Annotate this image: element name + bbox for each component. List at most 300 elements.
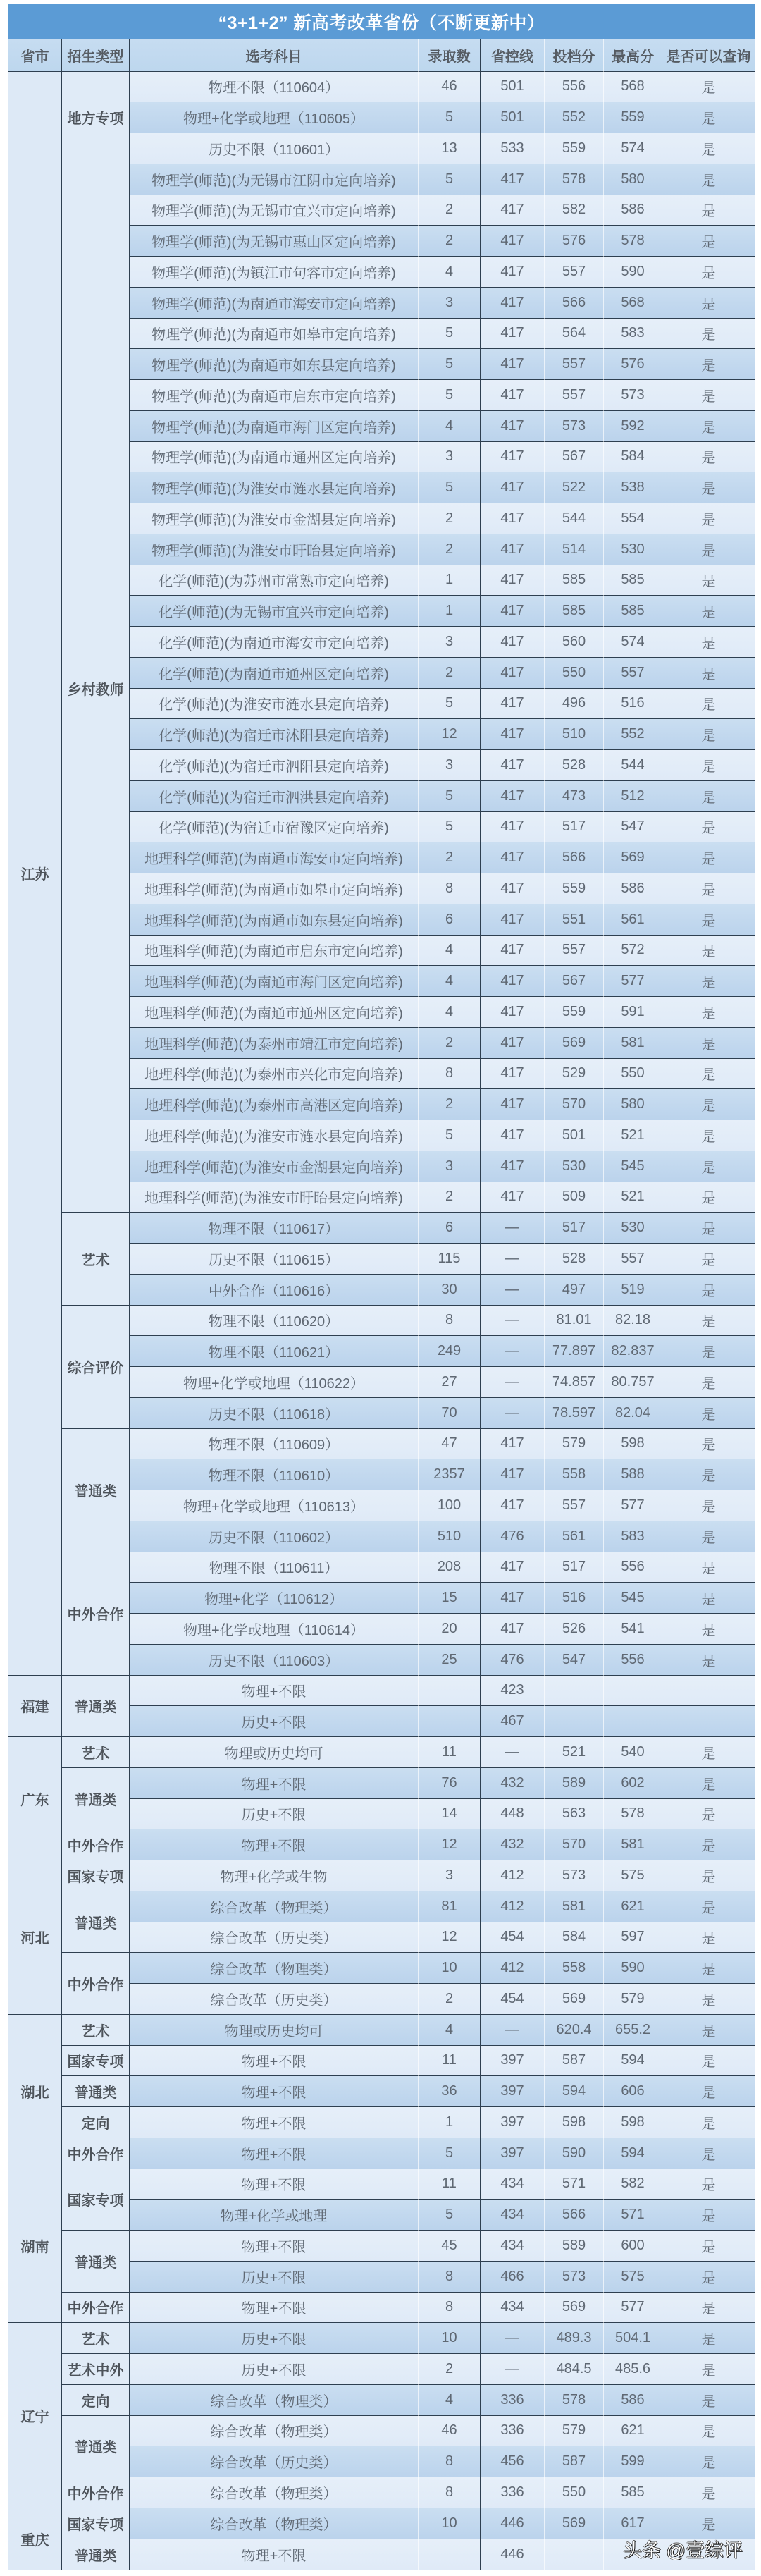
admitted-count-cell: 11 [419, 2046, 481, 2077]
queryable-cell: 是 [662, 2169, 755, 2200]
max-score-cell: 82.04 [604, 1398, 662, 1429]
filing-score-cell: 585 [545, 565, 604, 596]
admitted-count-cell: 6 [419, 1213, 481, 1244]
queryable-cell: 是 [662, 1398, 755, 1429]
admitted-count-cell: 10 [419, 1953, 481, 1984]
max-score-cell: 586 [604, 2385, 662, 2416]
queryable-cell: 是 [662, 1768, 755, 1799]
province-cell: 广东 [8, 1737, 62, 1860]
max-score-cell: 556 [604, 1645, 662, 1676]
queryable-cell: 是 [662, 411, 755, 442]
control-line-cell: 417 [481, 781, 545, 812]
control-line-cell: 417 [481, 1552, 545, 1583]
subject-cell: 历史+不限 [130, 2323, 419, 2354]
queryable-cell: 是 [662, 2354, 755, 2385]
max-score-cell: 580 [604, 164, 662, 195]
filing-score-cell: 552 [545, 102, 604, 133]
subject-cell: 历史不限（110603） [130, 1645, 419, 1676]
filing-score-cell: 522 [545, 472, 604, 503]
control-line-cell: 417 [481, 1089, 545, 1120]
max-score-cell: 617 [604, 2508, 662, 2539]
filing-score-cell: 581 [545, 1891, 604, 1922]
queryable-cell: 是 [662, 1984, 755, 2015]
admitted-count-cell: 1 [419, 2107, 481, 2138]
subject-cell: 物理不限（110609） [130, 1429, 419, 1460]
admitted-count-cell: 27 [419, 1367, 481, 1398]
queryable-cell: 是 [662, 565, 755, 596]
queryable-cell: 是 [662, 689, 755, 720]
subject-cell: 物理学(师范)(为南通市通州区定向培养) [130, 442, 419, 473]
max-score-cell: 556 [604, 1552, 662, 1583]
filing-score-cell: 567 [545, 966, 604, 997]
max-score-cell: 521 [604, 1120, 662, 1151]
control-line-cell: 501 [481, 102, 545, 133]
admitted-count-cell: 1 [419, 596, 481, 627]
control-line-cell: 417 [481, 411, 545, 442]
max-score-cell: 572 [604, 936, 662, 967]
enroll-type-cell: 普通类 [62, 1676, 130, 1738]
admitted-count-cell: 5 [419, 102, 481, 133]
subject-cell: 物理+不限 [130, 2169, 419, 2200]
queryable-cell: 是 [662, 534, 755, 565]
enroll-type-cell: 国家专项 [62, 2046, 130, 2077]
subject-cell: 物理学(师范)(为无锡市江阴市定向培养) [130, 164, 419, 195]
control-line-cell: 417 [481, 226, 545, 257]
subject-cell: 物理学(师范)(为南通市如皋市定向培养) [130, 319, 419, 350]
max-score-cell: 578 [604, 1799, 662, 1830]
queryable-cell: 是 [662, 288, 755, 319]
control-line-cell: 417 [481, 1614, 545, 1645]
subject-cell: 化学(师范)(为南通市海安市定向培养) [130, 627, 419, 658]
filing-score-cell: 559 [545, 997, 604, 1028]
control-line-cell: 417 [481, 349, 545, 380]
max-score-cell: 577 [604, 966, 662, 997]
filing-score-cell: 550 [545, 2477, 604, 2508]
enroll-type-cell: 定向 [62, 2385, 130, 2416]
queryable-cell: 是 [662, 658, 755, 689]
queryable-cell: 是 [662, 349, 755, 380]
province-cell: 河北 [8, 1860, 62, 2015]
subject-cell: 综合改革（物理类） [130, 2385, 419, 2416]
max-score-cell: 545 [604, 1151, 662, 1182]
control-line-cell: 446 [481, 2508, 545, 2539]
queryable-cell: 是 [662, 102, 755, 133]
enroll-type-cell: 艺术 [62, 1213, 130, 1305]
subject-cell: 综合改革（物理类） [130, 1953, 419, 1984]
subject-cell: 地理科学(师范)(为南通市如皋市定向培养) [130, 873, 419, 904]
filing-score-cell: 74.857 [545, 1367, 604, 1398]
queryable-cell: 是 [662, 2076, 755, 2107]
subject-cell: 地理科学(师范)(为南通市通州区定向培养) [130, 997, 419, 1028]
subject-cell: 历史不限（110601） [130, 133, 419, 164]
admitted-count-cell: 30 [419, 1275, 481, 1306]
admitted-count-cell: 4 [419, 966, 481, 997]
column-header-enroll-type: 招生类型 [62, 39, 130, 72]
subject-cell: 物理+不限 [130, 2231, 419, 2262]
filing-score-cell: 521 [545, 1737, 604, 1768]
admitted-count-cell: 14 [419, 1799, 481, 1830]
enroll-type-cell: 普通类 [62, 1768, 130, 1830]
filing-score-cell: 77.897 [545, 1336, 604, 1367]
control-line-cell: 434 [481, 2200, 545, 2231]
filing-score-cell: 569 [545, 1984, 604, 2015]
max-score-cell: 577 [604, 2293, 662, 2324]
admitted-count-cell [419, 1706, 481, 1737]
subject-cell: 物理学(师范)(为南通市启东市定向培养) [130, 380, 419, 411]
subject-cell: 地理科学(师范)(为泰州市兴化市定向培养) [130, 1059, 419, 1090]
subject-cell: 化学(师范)(为苏州市常熟市定向培养) [130, 565, 419, 596]
queryable-cell: 是 [662, 997, 755, 1028]
subject-cell: 化学(师范)(为宿迁市泗阳县定向培养) [130, 750, 419, 781]
enroll-type-cell: 中外合作 [62, 1552, 130, 1676]
control-line-cell: 397 [481, 2107, 545, 2138]
admitted-count-cell: 8 [419, 873, 481, 904]
queryable-cell: 是 [662, 380, 755, 411]
admitted-count-cell: 8 [419, 1059, 481, 1090]
queryable-cell: 是 [662, 2262, 755, 2293]
filing-score-cell: 570 [545, 1829, 604, 1860]
admitted-count-cell: 10 [419, 2323, 481, 2354]
control-line-cell: 412 [481, 1860, 545, 1891]
filing-score-cell: 589 [545, 2231, 604, 2262]
subject-cell: 物理学(师范)(为南通市如东县定向培养) [130, 349, 419, 380]
control-line-cell: 417 [481, 472, 545, 503]
max-score-cell: 606 [604, 2076, 662, 2107]
admitted-count-cell: 12 [419, 1829, 481, 1860]
admitted-count-cell: 15 [419, 1583, 481, 1614]
control-line-cell: — [481, 1275, 545, 1306]
subject-cell: 物理+不限 [130, 2076, 419, 2107]
max-score-cell: 590 [604, 257, 662, 288]
max-score-cell: 541 [604, 1614, 662, 1645]
admitted-count-cell: 2 [419, 195, 481, 226]
subject-cell: 历史不限（110615） [130, 1244, 419, 1275]
admitted-count-cell: 8 [419, 1306, 481, 1337]
max-score-cell: 591 [604, 997, 662, 1028]
admitted-count-cell: 208 [419, 1552, 481, 1583]
admitted-count-cell: 81 [419, 1891, 481, 1922]
admitted-count-cell: 5 [419, 1120, 481, 1151]
filing-score-cell: 530 [545, 1151, 604, 1182]
filing-score-cell: 557 [545, 936, 604, 967]
subject-cell: 物理+不限 [130, 2293, 419, 2324]
max-score-cell: 592 [604, 411, 662, 442]
admitted-count-cell: 5 [419, 2200, 481, 2231]
control-line-cell: — [481, 1737, 545, 1768]
max-score-cell: 485.6 [604, 2354, 662, 2385]
max-score-cell: 521 [604, 1182, 662, 1213]
control-line-cell: 417 [481, 873, 545, 904]
filing-score-cell: 557 [545, 257, 604, 288]
control-line-cell: 417 [481, 842, 545, 873]
max-score-cell: 594 [604, 2138, 662, 2169]
max-score-cell: 580 [604, 1089, 662, 1120]
queryable-cell: 是 [662, 1429, 755, 1460]
filing-score-cell: 551 [545, 904, 604, 936]
queryable-cell: 是 [662, 1922, 755, 1954]
control-line-cell: 417 [481, 1459, 545, 1490]
control-line-cell: 417 [481, 164, 545, 195]
queryable-cell: 是 [662, 1336, 755, 1367]
admitted-count-cell [419, 1676, 481, 1707]
queryable-cell: 是 [662, 1459, 755, 1490]
filing-score-cell: 564 [545, 319, 604, 350]
max-score-cell: 571 [604, 2200, 662, 2231]
max-score-cell: 512 [604, 781, 662, 812]
filing-score-cell: 569 [545, 2508, 604, 2539]
queryable-cell: 是 [662, 1028, 755, 1059]
max-score-cell: 621 [604, 2416, 662, 2447]
province-cell: 辽宁 [8, 2323, 62, 2508]
enroll-type-cell: 国家专项 [62, 2169, 130, 2231]
control-line-cell: 417 [481, 1059, 545, 1090]
queryable-cell: 是 [662, 966, 755, 997]
filing-score-cell: 570 [545, 1089, 604, 1120]
control-line-cell: 467 [481, 1706, 545, 1737]
queryable-cell: 是 [662, 1953, 755, 1984]
subject-cell: 物理不限（110617） [130, 1213, 419, 1244]
filing-score-cell [545, 2539, 604, 2570]
control-line-cell: 397 [481, 2046, 545, 2077]
queryable-cell: 是 [662, 2015, 755, 2046]
queryable-cell [662, 1706, 755, 1737]
subject-cell: 物理+不限 [130, 1829, 419, 1860]
enroll-type-cell: 普通类 [62, 2231, 130, 2293]
subject-cell: 历史+不限 [130, 1706, 419, 1737]
control-line-cell: 448 [481, 1799, 545, 1830]
subject-cell: 物理学(师范)(为无锡市宜兴市定向培养) [130, 195, 419, 226]
subject-cell: 物理+化学或地理（110614） [130, 1614, 419, 1645]
control-line-cell: 417 [481, 596, 545, 627]
subject-cell: 化学(师范)(为无锡市宜兴市定向培养) [130, 596, 419, 627]
queryable-cell: 是 [662, 719, 755, 750]
max-score-cell: 561 [604, 904, 662, 936]
control-line-cell: 397 [481, 2138, 545, 2169]
enroll-type-cell: 普通类 [62, 2076, 130, 2107]
admitted-count-cell: 3 [419, 1151, 481, 1182]
enroll-type-cell: 中外合作 [62, 1829, 130, 1860]
max-score-cell: 574 [604, 627, 662, 658]
control-line-cell: 417 [481, 442, 545, 473]
control-line-cell: 417 [481, 1429, 545, 1460]
control-line-cell: 412 [481, 1891, 545, 1922]
control-line-cell: 434 [481, 2293, 545, 2324]
max-score-cell: 557 [604, 1244, 662, 1275]
queryable-cell: 是 [662, 2477, 755, 2508]
enroll-type-cell: 地方专项 [62, 72, 130, 164]
queryable-cell: 是 [662, 936, 755, 967]
queryable-cell: 是 [662, 2508, 755, 2539]
filing-score-cell: 557 [545, 1490, 604, 1521]
filing-score-cell: 489.3 [545, 2323, 604, 2354]
max-score-cell: 547 [604, 812, 662, 843]
enroll-type-cell: 中外合作 [62, 2293, 130, 2324]
admitted-count-cell: 4 [419, 411, 481, 442]
filing-score-cell: 578 [545, 164, 604, 195]
subject-cell: 物理学(师范)(为南通市海安市定向培养) [130, 288, 419, 319]
subject-cell: 综合改革（物理类） [130, 2477, 419, 2508]
enroll-type-cell: 普通类 [62, 2539, 130, 2570]
max-score-cell: 598 [604, 2107, 662, 2138]
queryable-cell: 是 [662, 1244, 755, 1275]
max-score-cell: 598 [604, 1429, 662, 1460]
max-score-cell: 82.18 [604, 1306, 662, 1337]
queryable-cell: 是 [662, 164, 755, 195]
filing-score-cell: 510 [545, 719, 604, 750]
subject-cell: 地理科学(师范)(为南通市海门区定向培养) [130, 966, 419, 997]
admitted-count-cell: 2 [419, 503, 481, 534]
filing-score-cell: 558 [545, 1953, 604, 1984]
admitted-count-cell: 115 [419, 1244, 481, 1275]
admitted-count-cell: 4 [419, 2015, 481, 2046]
subject-cell: 物理不限（110621） [130, 1336, 419, 1367]
queryable-cell: 是 [662, 1059, 755, 1090]
filing-score-cell: 561 [545, 1521, 604, 1552]
subject-cell: 物理学(师范)(为南通市海门区定向培养) [130, 411, 419, 442]
subject-cell: 化学(师范)(为南通市通州区定向培养) [130, 658, 419, 689]
queryable-cell: 是 [662, 1151, 755, 1182]
control-line-cell: — [481, 2323, 545, 2354]
control-line-cell: 417 [481, 565, 545, 596]
filing-score-cell: 585 [545, 596, 604, 627]
admitted-count-cell: 3 [419, 1860, 481, 1891]
queryable-cell: 是 [662, 781, 755, 812]
max-score-cell: 577 [604, 1490, 662, 1521]
filing-score-cell: 544 [545, 503, 604, 534]
filing-score-cell: 566 [545, 288, 604, 319]
queryable-cell: 是 [662, 319, 755, 350]
control-line-cell: — [481, 2354, 545, 2385]
max-score-cell: 582 [604, 2169, 662, 2200]
control-line-cell: 412 [481, 1953, 545, 1984]
control-line-cell: 417 [481, 658, 545, 689]
queryable-cell: 是 [662, 2385, 755, 2416]
admitted-count-cell: 2 [419, 658, 481, 689]
admitted-count-cell: 8 [419, 2477, 481, 2508]
admitted-count-cell: 2 [419, 1089, 481, 1120]
subject-cell: 物理学(师范)(为淮安市金湖县定向培养) [130, 503, 419, 534]
filing-score-cell: 569 [545, 2293, 604, 2324]
queryable-cell: 是 [662, 1213, 755, 1244]
subject-cell: 物理+不限 [130, 1768, 419, 1799]
filing-score-cell: 567 [545, 442, 604, 473]
admitted-count-cell: 11 [419, 1737, 481, 1768]
filing-score-cell: 571 [545, 2169, 604, 2200]
queryable-cell: 是 [662, 2323, 755, 2354]
admitted-count-cell: 8 [419, 2262, 481, 2293]
filing-score-cell: 587 [545, 2446, 604, 2477]
max-score-cell: 550 [604, 1059, 662, 1090]
filing-score-cell: 573 [545, 411, 604, 442]
admitted-count-cell: 3 [419, 442, 481, 473]
subject-cell: 物理+不限 [130, 2107, 419, 2138]
admitted-count-cell: 510 [419, 1521, 481, 1552]
max-score-cell: 575 [604, 2262, 662, 2293]
max-score-cell: 575 [604, 1860, 662, 1891]
queryable-cell: 是 [662, 133, 755, 164]
province-cell: 湖北 [8, 2015, 62, 2169]
admitted-count-cell: 5 [419, 812, 481, 843]
filing-score-cell: 78.597 [545, 1398, 604, 1429]
admitted-count-cell: 4 [419, 2385, 481, 2416]
queryable-cell [662, 1676, 755, 1707]
filing-score-cell: 589 [545, 1768, 604, 1799]
filing-score-cell: 559 [545, 133, 604, 164]
filing-score-cell: 598 [545, 2107, 604, 2138]
filing-score-cell: 556 [545, 72, 604, 103]
admitted-count-cell: 10 [419, 2508, 481, 2539]
queryable-cell: 是 [662, 1182, 755, 1213]
admitted-count-cell: 2357 [419, 1459, 481, 1490]
queryable-cell: 是 [662, 1614, 755, 1645]
column-header-filing-score: 投档分 [545, 39, 604, 72]
max-score-cell: 80.757 [604, 1367, 662, 1398]
control-line-cell: 454 [481, 1984, 545, 2015]
max-score-cell: 574 [604, 133, 662, 164]
max-score-cell: 584 [604, 442, 662, 473]
filing-score-cell: 550 [545, 658, 604, 689]
control-line-cell: 417 [481, 627, 545, 658]
queryable-cell: 是 [662, 1275, 755, 1306]
control-line-cell: — [481, 1306, 545, 1337]
queryable-cell: 是 [662, 257, 755, 288]
filing-score-cell: 497 [545, 1275, 604, 1306]
admitted-count-cell: 11 [419, 2169, 481, 2200]
max-score-cell: 585 [604, 565, 662, 596]
admitted-count-cell: 2 [419, 1028, 481, 1059]
filing-score-cell: 496 [545, 689, 604, 720]
max-score-cell: 594 [604, 2046, 662, 2077]
admitted-count-cell: 249 [419, 1336, 481, 1367]
queryable-cell: 是 [662, 472, 755, 503]
subject-cell: 历史不限（110602） [130, 1521, 419, 1552]
subject-cell: 地理科学(师范)(为南通市如东县定向培养) [130, 904, 419, 936]
max-score-cell: 530 [604, 1213, 662, 1244]
max-score-cell [604, 1706, 662, 1737]
filing-score-cell: 516 [545, 1583, 604, 1614]
control-line-cell: 417 [481, 1120, 545, 1151]
subject-cell: 物理+不限 [130, 2539, 419, 2570]
subject-cell: 物理+不限 [130, 2046, 419, 2077]
admitted-count-cell: 25 [419, 1645, 481, 1676]
queryable-cell: 是 [662, 503, 755, 534]
queryable-cell: 是 [662, 1306, 755, 1337]
max-score-cell: 581 [604, 1028, 662, 1059]
control-line-cell: 454 [481, 1922, 545, 1954]
control-line-cell: 417 [481, 750, 545, 781]
control-line-cell: 417 [481, 503, 545, 534]
subject-cell: 地理科学(师范)(为淮安市盱眙县定向培养) [130, 1182, 419, 1213]
max-score-cell: 585 [604, 596, 662, 627]
queryable-cell: 是 [662, 873, 755, 904]
admitted-count-cell: 46 [419, 2416, 481, 2447]
subject-cell: 物理不限（110611） [130, 1552, 419, 1583]
admitted-count-cell: 1 [419, 565, 481, 596]
subject-cell: 物理学(师范)(为淮安市涟水县定向培养) [130, 472, 419, 503]
queryable-cell: 是 [662, 2200, 755, 2231]
queryable-cell: 是 [662, 1799, 755, 1830]
filing-score-cell: 566 [545, 2200, 604, 2231]
queryable-cell: 是 [662, 842, 755, 873]
filing-score-cell: 573 [545, 1860, 604, 1891]
subject-cell: 综合改革（历史类） [130, 1922, 419, 1954]
subject-cell: 物理+不限 [130, 2138, 419, 2169]
admitted-count-cell: 5 [419, 781, 481, 812]
filing-score-cell: 81.01 [545, 1306, 604, 1337]
filing-score-cell: 579 [545, 1429, 604, 1460]
subject-cell: 地理科学(师范)(为泰州市高港区定向培养) [130, 1089, 419, 1120]
control-line-cell: 417 [481, 1182, 545, 1213]
